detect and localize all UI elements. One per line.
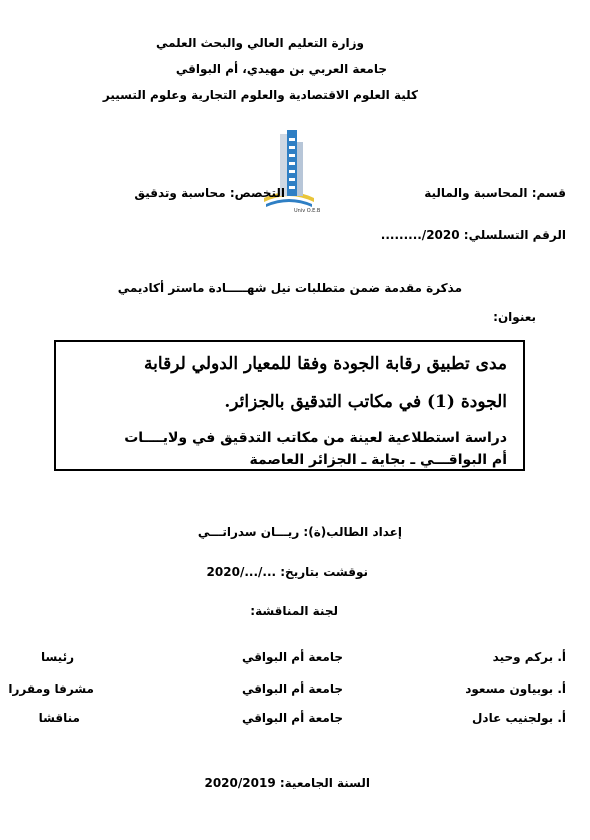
thesis-title-line-2: الجودة (1) في مكاتب التدقيق بالجزائر. (224, 392, 507, 412)
thesis-subtitle-line-2: أم البواقـــي ـ بجاية ـ الجزائر العاصمة (249, 452, 507, 468)
student-field (198, 525, 402, 539)
university-name: جامعة العربي بن مهيدي، أم البواقي (175, 62, 387, 76)
committee-member-university: جامعة أم البواقي (241, 650, 343, 664)
title-label: بعنوان: (493, 310, 536, 324)
department-field (424, 186, 566, 200)
committee-member-name: أ. بولجنيب عادل (472, 711, 566, 725)
serial-label: الرقم التسلسلي: (463, 228, 566, 242)
committee-label: لجنة المناقشة: (250, 604, 338, 618)
department-value: المحاسبة والمالية (424, 186, 528, 200)
specialty-value: محاسبة وتدقيق (134, 186, 226, 200)
committee-member-university: جامعة أم البواقي (241, 682, 343, 696)
specialty-label: التخصص: (229, 186, 285, 200)
academic-year-label: السنة الجامعية: (279, 776, 370, 790)
department-label: قسم: (531, 186, 566, 200)
logo-caption: Univ O.E.B (294, 208, 320, 214)
committee-member-name: أ. بركم وحيد (492, 650, 566, 664)
student-name: ريـــان سدراتـــي (197, 525, 300, 539)
academic-year-field (204, 776, 370, 790)
committee-member-university: جامعة أم البواقي (241, 711, 343, 725)
thesis-subtitle-line-1: دراسة استطلاعية لعينة من مكاتب التدقيق في ولايــــات (124, 430, 507, 446)
faculty-name: كلية العلوم الاقتصادية والعلوم التجارية وعلوم التسيير (102, 88, 418, 102)
student-label: إعداد الطالب(ة): (303, 525, 402, 539)
defense-date-field (207, 565, 368, 579)
specialty-field (134, 186, 285, 200)
thesis-title-line-1: مدى تطبيق رقابة الجودة وفقا للمعيار الدولي لرقابة (144, 354, 507, 374)
defense-date-label: نوقشت بتاريخ: (280, 565, 368, 579)
academic-year-value: 2020/2019 (204, 776, 276, 790)
memo-statement: مذكرة مقدمة ضمن متطلبات نيل شهـــــادة ماستر أكاديمي (117, 281, 462, 295)
committee-member-role: مناقشا (38, 711, 80, 725)
ministry-name: وزارة التعليم العالي والبحث العلمي (155, 36, 364, 50)
committee-member-role: مشرفا ومقررا (8, 682, 94, 696)
defense-date-value: 2020/.../... (206, 565, 277, 579)
thesis-title-box (54, 340, 525, 471)
committee-member-role: رئيسا (40, 650, 74, 664)
serial-number-field (381, 228, 566, 242)
university-tower-logo (258, 128, 320, 214)
serial-value: ........./2020 (380, 228, 460, 242)
committee-member-name: أ. بوبياون مسعود (465, 682, 566, 696)
